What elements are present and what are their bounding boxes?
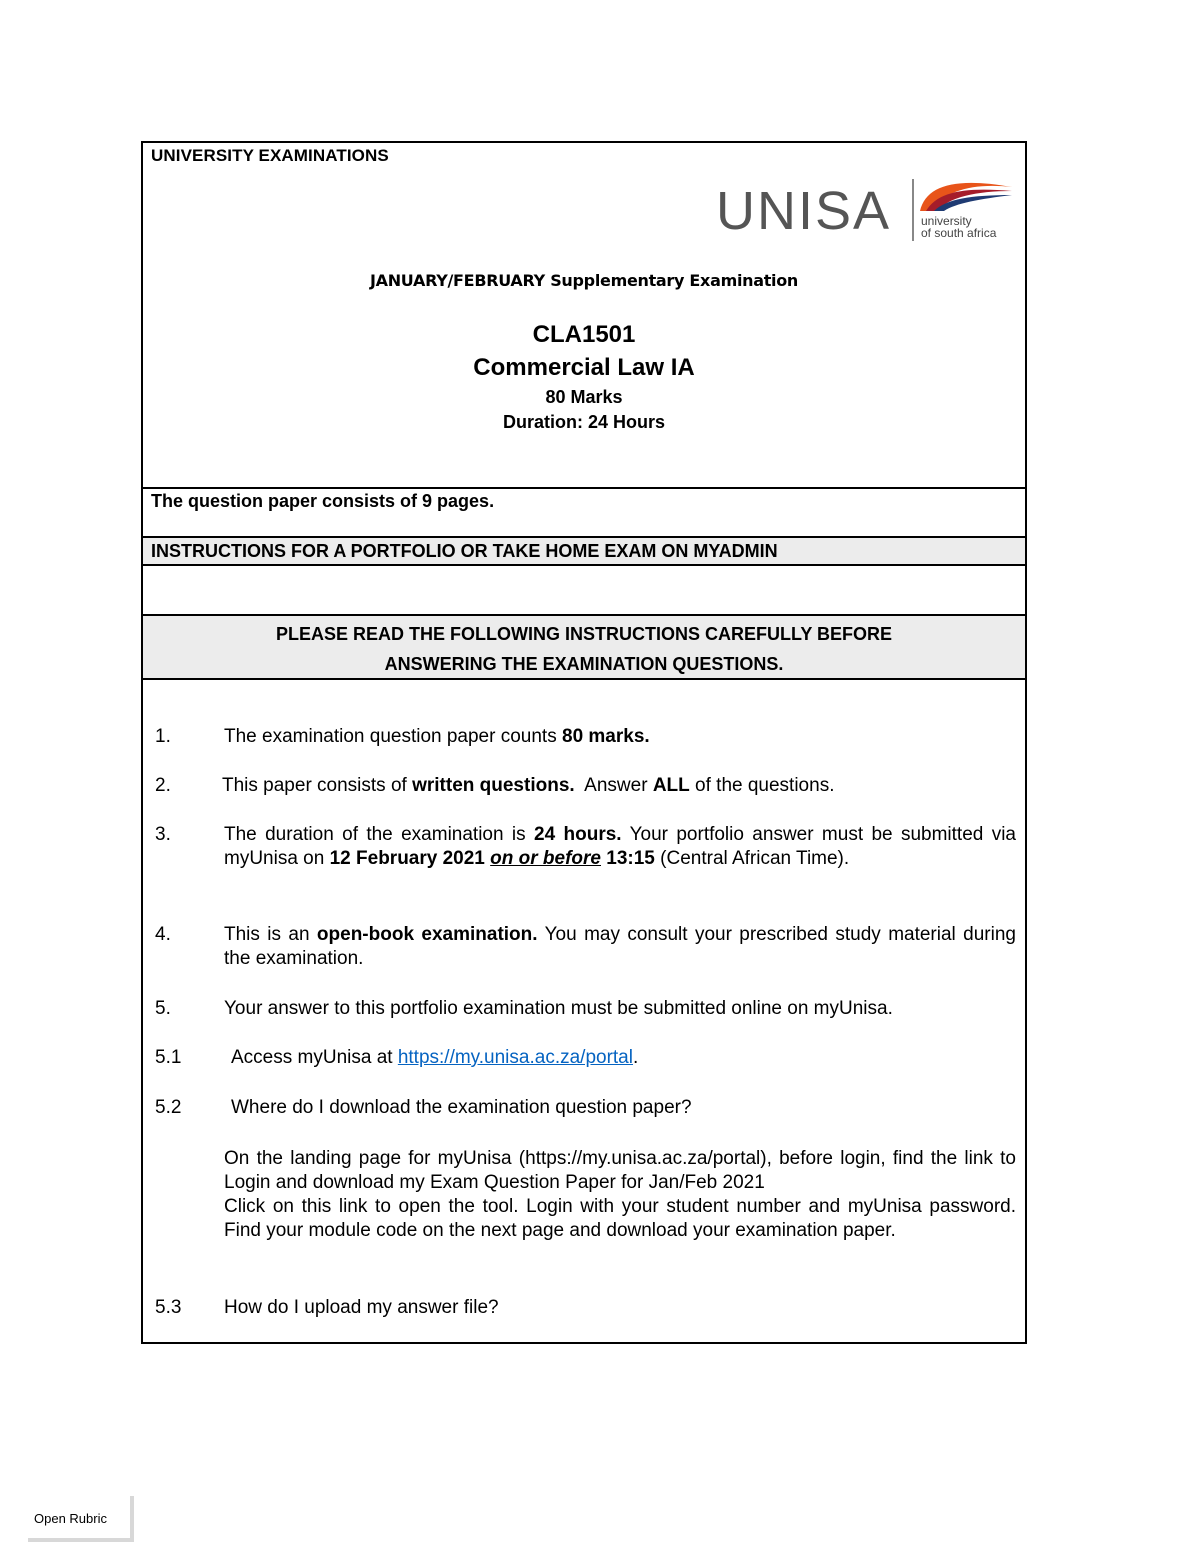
open-rubric-label: Open Rubric	[34, 1511, 107, 1526]
module-code: CLA1501	[532, 321, 636, 348]
exam-duration: Duration: 24 Hours	[502, 412, 666, 432]
exam-session-title: JANUARY/FEBRUARY Supplementary Examination	[369, 271, 799, 290]
item-number: 4.	[155, 924, 171, 945]
unisa-logo	[716, 177, 1016, 247]
item-number: 5.2	[155, 1097, 182, 1118]
item-number: 5.	[155, 998, 171, 1019]
instructions-title: INSTRUCTIONS FOR A PORTFOLIO OR TAKE HOME EXAM ON MYADMIN	[151, 541, 778, 561]
module-name: Commercial Law IA	[473, 354, 695, 381]
exam-cover-frame: UNIVERSITY EXAMINATIONS UNISA university of south africa JANUARY/FEBRUARY Supplementary Examination CLA1501 Commercial Law IA 80 Marks Duration: 24 Hours The question paper consists of 9 pages. INSTRUCTIONS FOR A PORTFOLIO OR TAKE HOME EXAM ON MYADMIN PLEASE READ THE FOLLOWING INSTRUCTIONS CAREFULLY BEFORE ANSWERING THE EXAMINATION QUESTIONS. 1. The examination question paper counts 80 marks. 2. This paper consists of written questions. Answer ALL of the questions. 3. The duration of the examination is 24 hours. Your portfolio answer must be submitted via myUnisa on 12 February 2021 on or before 13:15 (Central African Time). 4. This is an open-book examination. You may consult your prescribed study material during the examination. 5. Your answer to this portfolio examination must be submitted online on myUnisa. 5.1 Access myUnisa at https://my.unisa.ac.za/portal. 5.2 Where do I download the examination question paper? On the landing page for myUnisa (https://my.unisa.ac.za/portal), before login, find the link to Login and download my Exam Question Paper for Jan/Feb 2021 Click on this link to open the tool. Login with your student number and myUnisa password. Find your module code on the next page and download your examination paper. 5.3 How do I upload my answer file?	[141, 141, 1027, 1344]
item-number: 2.	[155, 775, 171, 796]
unisa-swoosh-icon	[916, 177, 1016, 213]
item-number: 1.	[155, 726, 171, 747]
divider	[143, 487, 1025, 489]
divider	[143, 564, 1025, 566]
download-instructions-line1: On the landing page for myUnisa (https://my.unisa.ac.za/portal), before login, find the link to Login and download my Exam Question Paper for Jan/Feb 2021	[224, 1148, 1016, 1193]
logo-subtitle-line2: of south africa	[921, 226, 997, 240]
read-notice-line1: PLEASE READ THE FOLLOWING INSTRUCTIONS CAREFULLY BEFORE	[275, 624, 893, 644]
item-number: 5.1	[155, 1047, 182, 1068]
open-rubric-button[interactable]	[28, 1496, 134, 1542]
myunisa-portal-link[interactable]: https://my.unisa.ac.za/portal	[397, 1047, 633, 1068]
item-number: 3.	[155, 824, 171, 845]
university-examinations-label: UNIVERSITY EXAMINATIONS	[151, 146, 389, 165]
logo-subtitle-line1: university	[921, 214, 972, 228]
read-instructions-notice	[143, 619, 1025, 679]
divider	[143, 678, 1025, 680]
download-instructions-line2: Click on this link to open the tool. Login with your student number and myUnisa password. Find your module code on the next page and download your examination paper.	[224, 1196, 1016, 1241]
logo-divider	[912, 179, 914, 241]
item-number: 5.3	[155, 1297, 182, 1318]
logo-subtitle	[921, 215, 996, 239]
page-count-notice: The question paper consists of 9 pages.	[151, 491, 495, 511]
read-notice-line2: ANSWERING THE EXAMINATION QUESTIONS.	[384, 654, 784, 674]
total-marks: 80 Marks	[545, 387, 623, 407]
unisa-logo-wordmark: UNISA	[716, 181, 892, 241]
